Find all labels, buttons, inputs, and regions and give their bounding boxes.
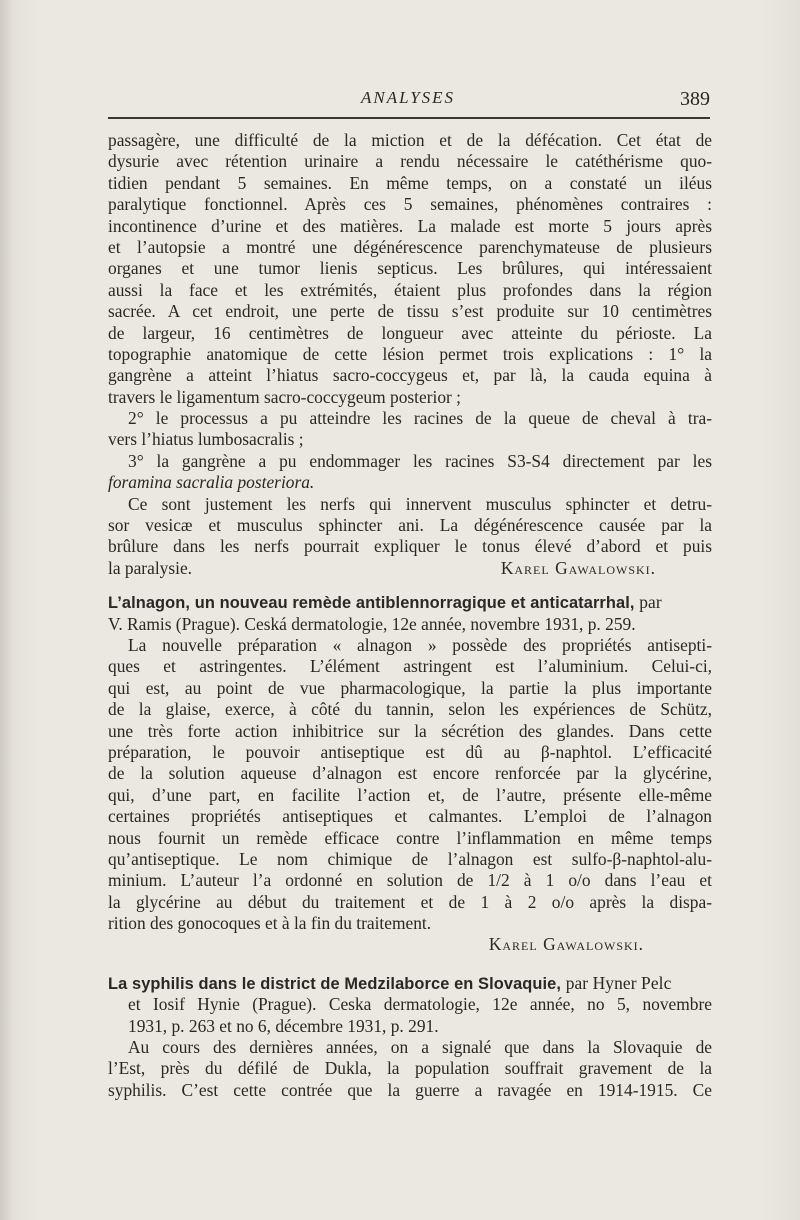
body-text (108, 130, 712, 1101)
page-number: 389 (680, 88, 710, 110)
text-line: foramina sacralia posteriora. (108, 472, 315, 493)
article-citation: 1931, p. 263 et no 6, décembre 1931, p. 291. (128, 1015, 439, 1036)
article-continuation (108, 130, 712, 579)
article-syphilis (108, 973, 712, 1101)
header-rule (108, 117, 710, 119)
text-line: l’Est, près du défilé de Dukla, la population souffrait gravement de la (108, 1058, 712, 1079)
text-line: certaines propriétés antiseptiques et calmantes. L’emploi de l’alnagon (108, 806, 712, 827)
text-line: La nouvelle préparation « alnagon » possède des propriétés antisepti- (128, 634, 712, 655)
text-line: sacrée. A cet endroit, une perte de tissu s’est produite sur 10 centimètres (108, 301, 712, 322)
spacer (108, 579, 712, 592)
author-signature: Karel Gawalowski. (500, 557, 656, 578)
article-title-text: L’alnagon, un nouveau remède antiblennorragique et anticatarrhal, (108, 594, 635, 613)
text-line: organes et une tumor lienis septicus. Les brûlures, qui intéressaient (108, 258, 712, 279)
text-line: qu’antiseptique. Le nom chimique de l’alnagon est sulfo-β-naphtol-alu- (108, 848, 712, 869)
text-line: passagère, une difficulté de la miction et de la défécation. Cet état de (108, 130, 712, 150)
text-line: rition des gonocoques et à la fin du traitement. (108, 913, 432, 934)
article-title (108, 592, 712, 613)
text-line: Au cours des dernières années, on a signalé que dans la Slovaquie de (128, 1037, 712, 1058)
text-line: de largeur, 16 centimètres de longueur avec atteinte du périoste. La (108, 322, 712, 343)
text-line: minium. L’auteur l’a ordonné en solution de 1/2 à 1 o/o dans l’eau et (108, 870, 712, 891)
text-line: vers l’hiatus lumbosacralis ; (108, 429, 304, 450)
article-citation: et Iosif Hynie (Prague). Ceska dermatologie, 12e année, no 5, novembre (128, 994, 712, 1015)
article-title-text: La syphilis dans le district de Medzilaborce en Slovaquie, (108, 974, 562, 993)
article-alnagon (108, 592, 712, 956)
text-line: 3° la gangrène a pu endommager les racines S3-S4 directement par les (128, 450, 712, 471)
article-byline: par (639, 592, 662, 613)
author-signature: Karel Gawalowski. (488, 934, 644, 955)
text-line: brûlure dans les nerfs pourrait expliquer le tonus élevé d’abord et puis (108, 536, 712, 557)
page-header (108, 88, 708, 112)
text-line: de la glaise, exerce, à côté du tannin, selon les expériences de Schütz, (108, 699, 712, 720)
text-line: aussi la face et les extrémités, étaient plus profondes dans la région (108, 279, 712, 300)
text-line: topographie anatomique de cette lésion permet trois explications : 1° la (108, 343, 712, 364)
article-citation: V. Ramis (Prague). Ceská dermatologie, 12e année, novembre 1931, p. 259. (108, 613, 636, 634)
text-line: incontinence d’urine et des matières. La malade est morte 5 jours après (108, 215, 712, 236)
text-line: de la solution aqueuse d’alnagon est encore renforcée par la glycérine, (108, 763, 712, 784)
text-line: préparation, le pouvoir antiseptique est dû au β-naphtol. L’efficacité (108, 741, 712, 762)
spacer (108, 956, 712, 973)
text-line: gangrène a atteint l’hiatus sacro-coccygeus et, par là, la cauda equina à (108, 365, 712, 386)
running-title: ANALYSES (360, 88, 456, 107)
text-line: Ce sont justement les nerfs qui innervent musculus sphincter et detru- (128, 493, 712, 514)
article-byline: par Hyner Pelc (565, 972, 672, 993)
text-line: la glycérine au début du traitement et de 1 à 2 o/o après la dispa- (108, 891, 712, 912)
text-line: la paralysie. (108, 557, 193, 578)
article-title (108, 973, 712, 994)
text-line: travers le ligamentum sacro-coccygeum posterior ; (108, 386, 461, 407)
text-line: tidien pendant 5 semaines. En même temps, on a constaté un iléus (108, 172, 712, 193)
text-line: dysurie avec rétention urinaire a rendu nécessaire le catéthérisme quo- (108, 151, 712, 172)
closing-line (108, 558, 712, 579)
text-line: ques et astringentes. L’élément astringent est l’aluminium. Celui-ci, (108, 656, 712, 677)
text-line: paralytique fonctionnel. Après ces 5 semaines, phénomènes contraires : (108, 194, 712, 215)
text-line: une très forte action inhibitrice sur la sécrétion des glandes. Dans cette (108, 720, 712, 741)
text-line: nous fournit un remède efficace contre l’inflammation en même temps (108, 827, 712, 848)
text-line: qui est, au point de vue pharmacologique, la partie la plus importante (108, 677, 712, 698)
text-line: 2° le processus a pu atteindre les racines de la queue de cheval à tra- (128, 408, 712, 429)
text-line: et l’autopsie a montré une dégénérescence parenchymateuse de plusieurs (108, 236, 712, 257)
text-line: sor vesicæ et musculus sphincter ani. La dégénérescence causée par la (108, 515, 712, 536)
text-line: qui, d’une part, en facilite l’action et, de l’autre, présente elle-même (108, 784, 712, 805)
text-line: syphilis. C’est cette contrée que la guerre a ravagée en 1914-1915. Ce (108, 1079, 712, 1100)
